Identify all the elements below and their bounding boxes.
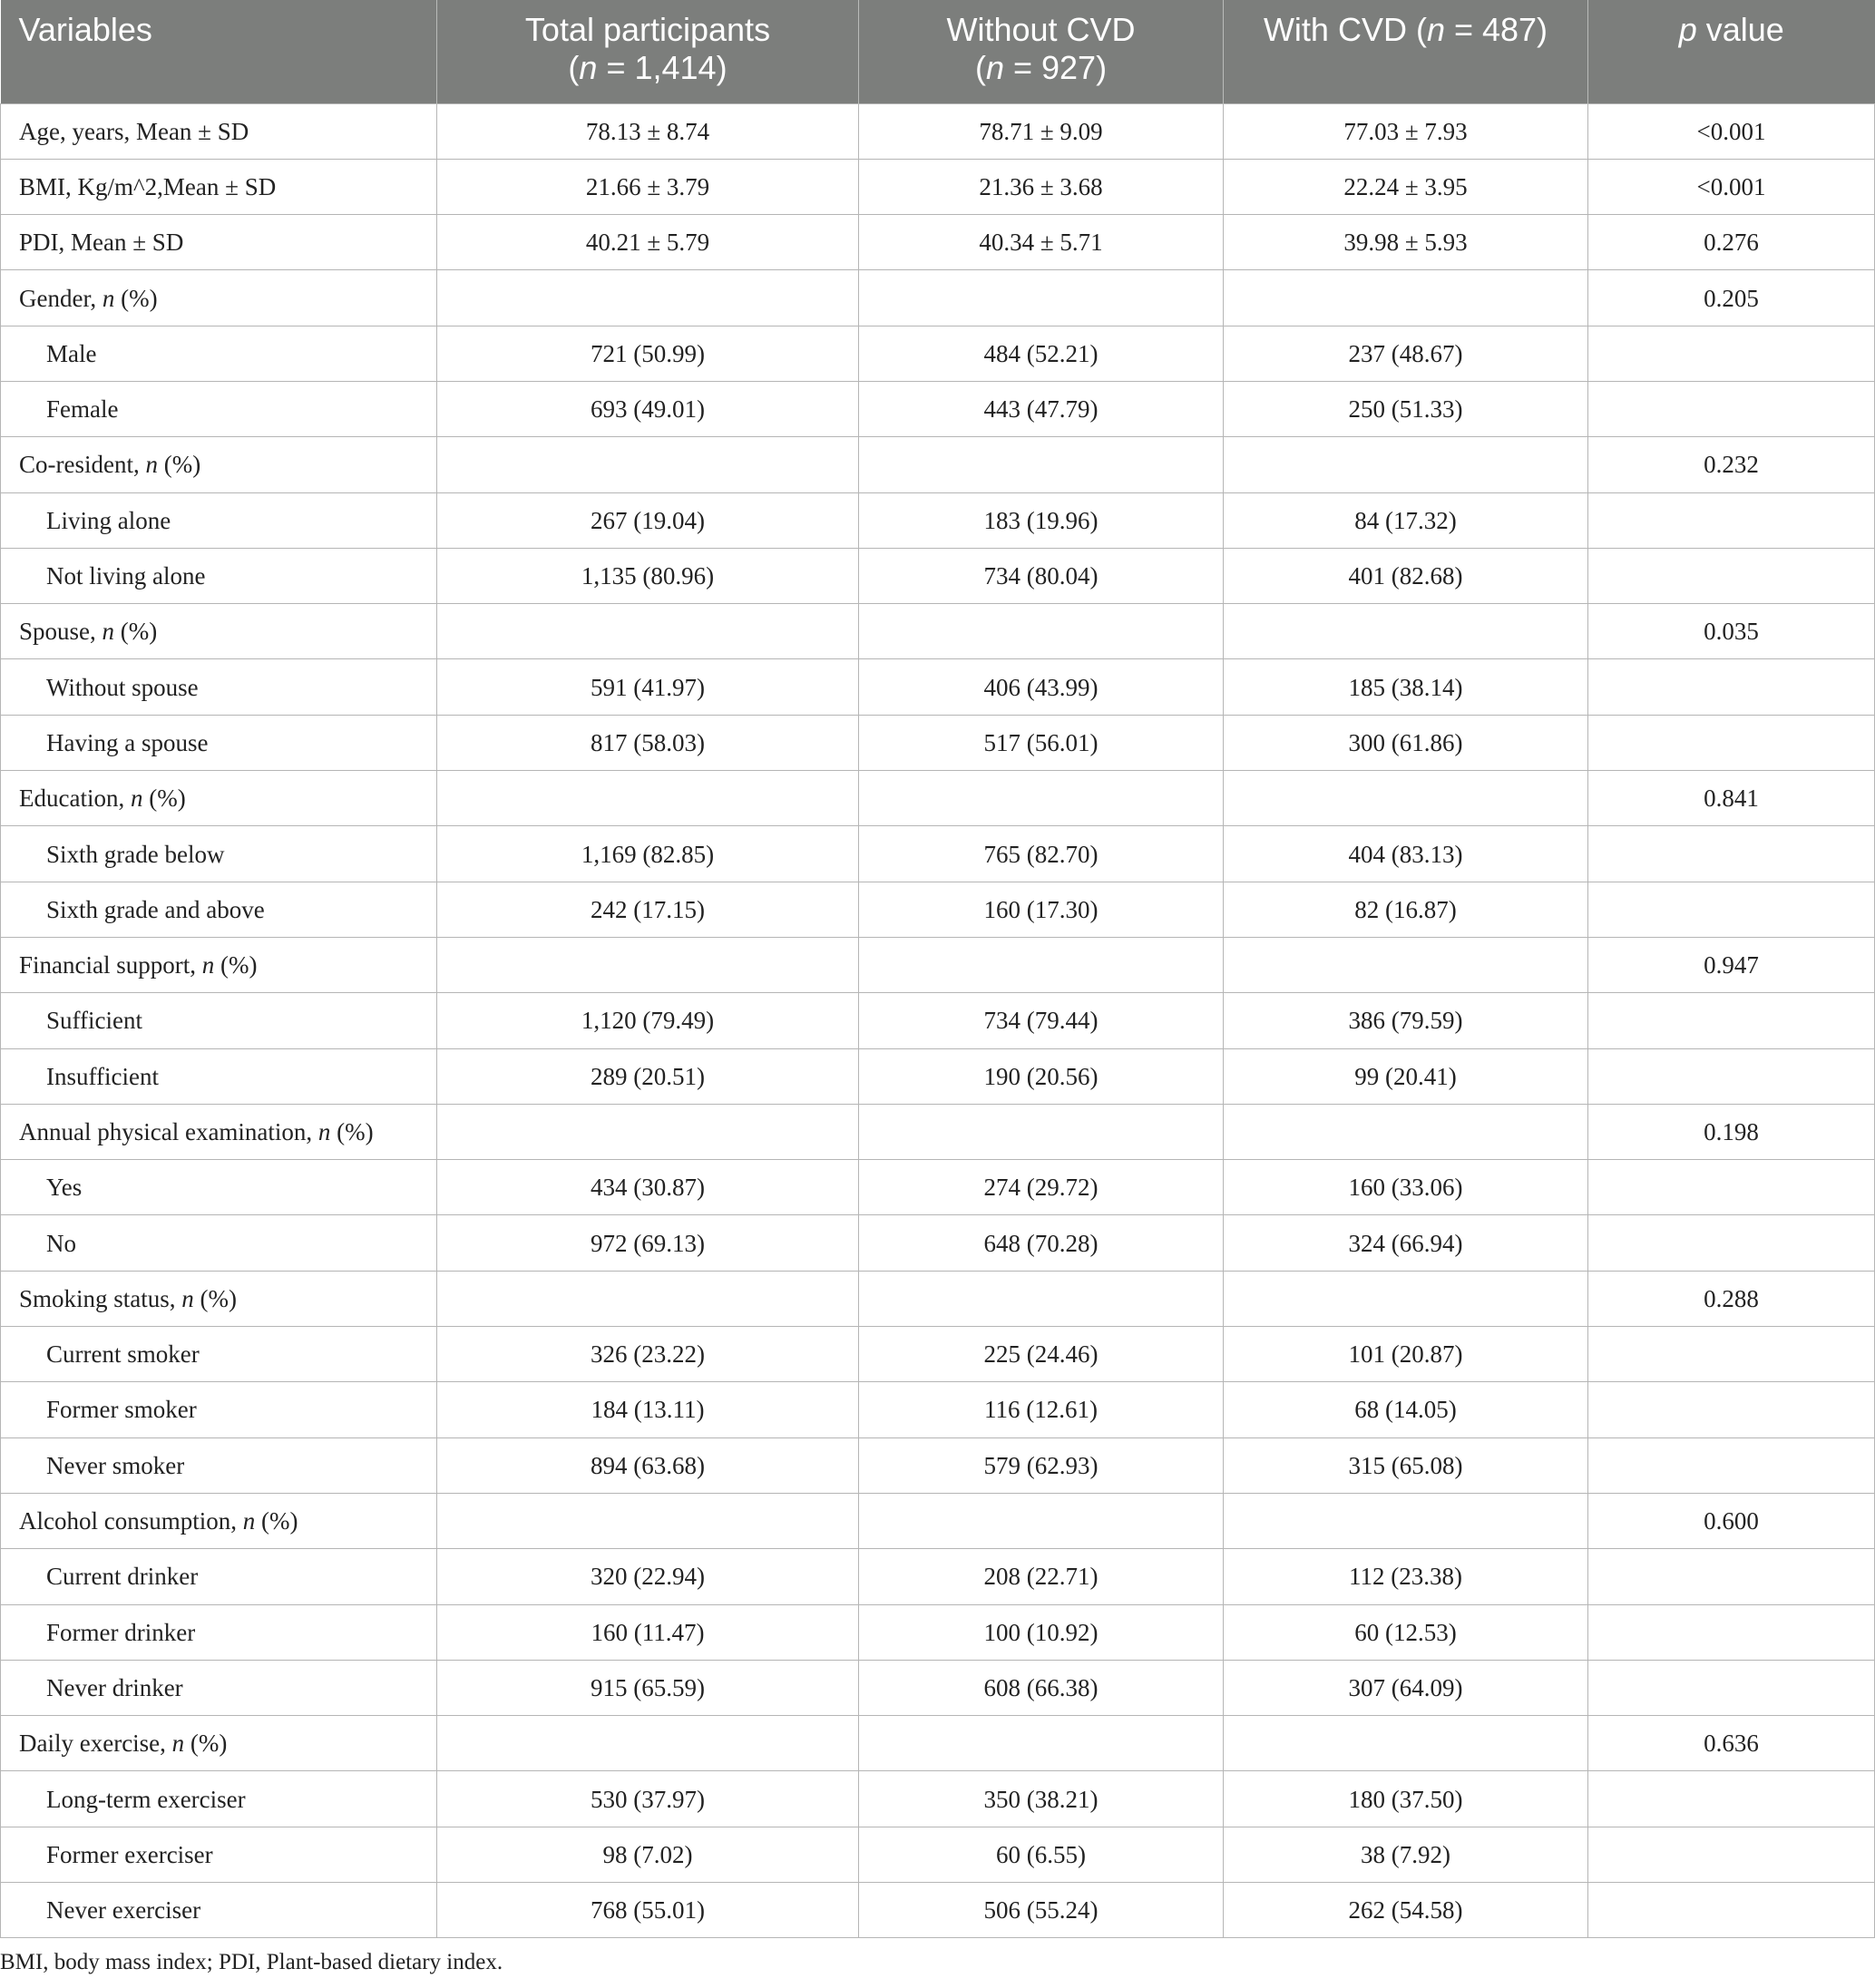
cell-p-value [1588,1437,1875,1493]
cell-without-cvd: 648 (70.28) [859,1215,1224,1271]
cell-without-cvd [859,1716,1224,1771]
variable-label-italic: n [102,284,115,312]
cell-variable-label [1,659,437,715]
table-row-variable [1,270,1875,326]
variable-label-text: Never smoker [46,1451,185,1479]
variable-label-text: Annual physical examination, [19,1117,318,1145]
cell-total-participants [437,270,859,326]
cell-without-cvd [859,604,1224,659]
variable-label-text: Yes [46,1174,83,1202]
variable-label-italic: n [242,1507,256,1535]
cell-with-cvd [1224,1271,1588,1326]
variable-label-suffix: (%) [255,1507,298,1535]
table-row-subcategory [1,1382,1875,1437]
cell-with-cvd: 324 (66.94) [1224,1215,1588,1271]
header-with-label: With CVD ( [1263,11,1427,48]
cell-total-participants: 289 (20.51) [437,1048,859,1104]
variable-label-suffix: (%) [114,284,158,312]
cell-p-value [1588,1048,1875,1104]
cell-without-cvd: 160 (17.30) [859,882,1224,937]
cell-total-participants [437,1271,859,1326]
cell-total-participants: 78.13 ± 8.74 [437,103,859,159]
cell-variable-label [1,1660,437,1715]
cell-total-participants: 1,135 (80.96) [437,548,859,603]
variable-label-italic: n [171,1730,185,1758]
cell-without-cvd: 21.36 ± 3.68 [859,159,1224,214]
variable-label-text: No [46,1229,76,1257]
table-row-subcategory [1,826,1875,882]
cell-without-cvd: 765 (82.70) [859,826,1224,882]
cell-without-cvd: 208 (22.71) [859,1549,1224,1604]
cell-total-participants: 40.21 ± 5.79 [437,215,859,270]
cell-with-cvd: 307 (64.09) [1224,1660,1588,1715]
cell-total-participants: 21.66 ± 3.79 [437,159,859,214]
cell-without-cvd [859,1104,1224,1159]
cell-variable-label [1,270,437,326]
variable-label-text: Former exerciser [46,1840,213,1868]
cell-variable-label [1,993,437,1048]
table-row-variable [1,1493,1875,1548]
cell-total-participants: 98 (7.02) [437,1827,859,1882]
cell-variable-label [1,1382,437,1437]
variable-label-text: Long-term exerciser [46,1785,246,1813]
cell-with-cvd: 22.24 ± 3.95 [1224,159,1588,214]
cell-total-participants: 184 (13.11) [437,1382,859,1437]
cell-without-cvd [859,1493,1224,1548]
cell-total-participants: 721 (50.99) [437,326,859,381]
cell-total-participants [437,771,859,826]
variable-label-text: Sufficient [46,1007,142,1035]
table-row-subcategory [1,1604,1875,1660]
cell-variable-label [1,1716,437,1771]
cell-p-value [1588,1382,1875,1437]
cell-with-cvd: 112 (23.38) [1224,1549,1588,1604]
cell-variable-label [1,1215,437,1271]
table-row-variable [1,771,1875,826]
cell-total-participants [437,937,859,992]
cell-p-value [1588,715,1875,770]
table-row-variable [1,103,1875,159]
cell-without-cvd [859,771,1224,826]
table-row-subcategory [1,381,1875,436]
cell-p-value [1588,1160,1875,1215]
variable-label-text: Alcohol consumption, [19,1507,243,1535]
cell-with-cvd [1224,1104,1588,1159]
cell-with-cvd [1224,937,1588,992]
variable-label-text: Never drinker [46,1673,183,1701]
cell-p-value: 0.035 [1588,604,1875,659]
table-row-variable [1,1271,1875,1326]
cell-variable-label [1,215,437,270]
header-with-n-value: = 487) [1444,11,1548,48]
table-row-subcategory [1,882,1875,937]
cell-with-cvd: 68 (14.05) [1224,1382,1588,1437]
cell-without-cvd: 40.34 ± 5.71 [859,215,1224,270]
cell-without-cvd: 274 (29.72) [859,1160,1224,1215]
table-row-subcategory [1,548,1875,603]
cell-total-participants: 591 (41.97) [437,659,859,715]
header-total-n-italic: n [579,49,598,86]
cell-without-cvd: 78.71 ± 9.09 [859,103,1224,159]
cell-p-value [1588,1604,1875,1660]
cell-p-value [1588,1827,1875,1882]
cell-total-participants [437,1104,859,1159]
cell-total-participants [437,1716,859,1771]
cell-without-cvd: 734 (80.04) [859,548,1224,603]
cell-variable-label [1,1883,437,1938]
table-row-variable [1,937,1875,992]
header-with-n-italic: n [1426,11,1445,48]
cell-p-value [1588,1883,1875,1938]
cell-p-value [1588,993,1875,1048]
variable-label-text: Without spouse [46,673,199,701]
cell-total-participants: 242 (17.15) [437,882,859,937]
cell-without-cvd: 579 (62.93) [859,1437,1224,1493]
header-without-n-value: = 927 [1003,49,1097,86]
variable-label-text: Financial support, [19,951,202,979]
cell-variable-label [1,548,437,603]
cell-with-cvd: 401 (82.68) [1224,548,1588,603]
cell-with-cvd: 386 (79.59) [1224,993,1588,1048]
cell-total-participants: 530 (37.97) [437,1771,859,1827]
table-body [1,103,1875,1938]
variable-label-text: Gender, [19,284,103,312]
cell-total-participants: 160 (11.47) [437,1604,859,1660]
cell-p-value: 0.198 [1588,1104,1875,1159]
cell-without-cvd: 484 (52.21) [859,326,1224,381]
variable-label-italic: n [317,1117,331,1145]
header-total-participants: Total participants (n = 1,414) [437,0,859,103]
cell-variable-label [1,1048,437,1104]
cell-total-participants: 972 (69.13) [437,1215,859,1271]
cell-p-value: 0.600 [1588,1493,1875,1548]
cell-without-cvd: 608 (66.38) [859,1660,1224,1715]
table-row-subcategory [1,1827,1875,1882]
cell-with-cvd: 185 (38.14) [1224,659,1588,715]
header-p-italic: p [1678,11,1697,48]
table-row-subcategory [1,715,1875,770]
cell-variable-label [1,882,437,937]
table-row-subcategory [1,1160,1875,1215]
cell-without-cvd [859,937,1224,992]
cell-with-cvd: 101 (20.87) [1224,1327,1588,1382]
cell-with-cvd: 82 (16.87) [1224,882,1588,937]
cell-total-participants: 320 (22.94) [437,1549,859,1604]
cell-with-cvd [1224,1716,1588,1771]
header-variables-text: Variables [18,11,152,48]
cell-variable-label [1,826,437,882]
variable-label-suffix: (%) [330,1117,374,1145]
cell-without-cvd: 116 (12.61) [859,1382,1224,1437]
cell-without-cvd: 225 (24.46) [859,1327,1224,1382]
cell-variable-label [1,1827,437,1882]
cell-total-participants: 1,120 (79.49) [437,993,859,1048]
variable-label-text: Female [46,395,119,424]
cell-total-participants: 693 (49.01) [437,381,859,436]
table-row-variable [1,1104,1875,1159]
variable-label-text: Male [46,339,97,367]
cell-p-value: 0.232 [1588,437,1875,492]
cell-p-value: 0.288 [1588,1271,1875,1326]
cell-variable-label [1,604,437,659]
cell-variable-label [1,1271,437,1326]
variable-label-text: Daily exercise, [19,1730,172,1758]
cell-variable-label [1,381,437,436]
table-row-variable [1,1716,1875,1771]
header-without-cvd: Without CVD (n = 927) [859,0,1224,103]
table-row-subcategory [1,492,1875,548]
variable-label-text: Former smoker [46,1396,197,1424]
variable-label-text: Smoking status, [19,1284,182,1312]
cell-p-value: 0.636 [1588,1716,1875,1771]
variable-label-suffix: (%) [142,784,186,813]
table-row-subcategory [1,326,1875,381]
cell-p-value: 0.841 [1588,771,1875,826]
variable-label-text: Not living alone [46,562,206,590]
table-row-subcategory [1,1660,1875,1715]
cell-variable-label [1,492,437,548]
header-p-rest: value [1696,11,1784,48]
variable-label-suffix: (%) [184,1730,228,1758]
cell-p-value [1588,1327,1875,1382]
variable-label-suffix: (%) [193,1284,238,1312]
cell-variable-label [1,103,437,159]
cell-variable-label [1,937,437,992]
cell-with-cvd: 180 (37.50) [1224,1771,1588,1827]
variable-label-text: Current smoker [46,1340,200,1369]
variable-label-text: Having a spouse [46,728,209,756]
cell-total-participants [437,604,859,659]
cell-p-value [1588,548,1875,603]
cell-total-participants: 915 (65.59) [437,1660,859,1715]
variable-label-text: Age, years, Mean ± SD [19,117,249,145]
cell-with-cvd: 250 (51.33) [1224,381,1588,436]
cell-without-cvd: 506 (55.24) [859,1883,1224,1938]
cell-p-value: 0.276 [1588,215,1875,270]
table-row-subcategory [1,1215,1875,1271]
cell-p-value [1588,492,1875,548]
cell-with-cvd [1224,604,1588,659]
cell-variable-label [1,1104,437,1159]
cell-with-cvd: 77.03 ± 7.93 [1224,103,1588,159]
cell-with-cvd [1224,270,1588,326]
table-row-subcategory [1,1327,1875,1382]
cell-p-value [1588,381,1875,436]
cell-without-cvd: 406 (43.99) [859,659,1224,715]
cell-without-cvd: 443 (47.79) [859,381,1224,436]
cell-with-cvd: 38 (7.92) [1224,1827,1588,1882]
cell-with-cvd [1224,1493,1588,1548]
cell-p-value [1588,659,1875,715]
cell-variable-label [1,437,437,492]
cell-with-cvd: 60 (12.53) [1224,1604,1588,1660]
variable-label-text: Co-resident, [19,451,146,479]
cell-total-participants: 434 (30.87) [437,1160,859,1215]
table-row-subcategory [1,1883,1875,1938]
cell-total-participants [437,437,859,492]
table-row-variable [1,159,1875,214]
cell-with-cvd [1224,437,1588,492]
cell-variable-label [1,159,437,214]
cell-total-participants [437,1493,859,1548]
cell-p-value [1588,1771,1875,1827]
variable-label-text: Sixth grade below [46,840,225,868]
variable-label-text: PDI, Mean ± SD [19,229,184,257]
variable-label-text: Current drinker [46,1563,199,1591]
cell-p-value: <0.001 [1588,159,1875,214]
cell-variable-label [1,326,437,381]
header-total-label: Total participants [524,11,771,48]
cell-total-participants: 894 (63.68) [437,1437,859,1493]
cell-without-cvd [859,270,1224,326]
cell-p-value [1588,826,1875,882]
cell-variable-label [1,1437,437,1493]
table-row-variable [1,437,1875,492]
variable-label-text: Never exerciser [46,1896,201,1925]
cell-total-participants: 817 (58.03) [437,715,859,770]
cell-variable-label [1,715,437,770]
variable-label-text: Former drinker [46,1618,196,1646]
cell-p-value: <0.001 [1588,103,1875,159]
cell-with-cvd: 404 (83.13) [1224,826,1588,882]
header-without-label: Without CVD [946,11,1136,48]
cell-total-participants: 267 (19.04) [437,492,859,548]
cell-p-value [1588,326,1875,381]
table-row-subcategory [1,993,1875,1048]
variable-label-text: BMI, Kg/m^2,Mean ± SD [19,172,277,200]
variable-label-italic: n [181,1284,194,1312]
table-row-subcategory [1,1437,1875,1493]
cell-without-cvd: 734 (79.44) [859,993,1224,1048]
cell-p-value: 0.205 [1588,270,1875,326]
variable-label-italic: n [130,784,143,813]
header-p-value [1588,0,1875,103]
table-row-variable [1,604,1875,659]
header-variables [1,0,437,103]
cell-variable-label [1,1549,437,1604]
cell-without-cvd: 517 (56.01) [859,715,1224,770]
cell-with-cvd: 99 (20.41) [1224,1048,1588,1104]
cell-p-value [1588,1549,1875,1604]
cell-with-cvd: 39.98 ± 5.93 [1224,215,1588,270]
cell-p-value [1588,1660,1875,1715]
cell-p-value [1588,1215,1875,1271]
variable-label-text: Spouse, [19,618,103,646]
table-row-subcategory [1,1771,1875,1827]
variable-label-text: Insufficient [46,1062,159,1090]
variable-label-italic: n [145,451,158,479]
cell-with-cvd: 300 (61.86) [1224,715,1588,770]
cell-without-cvd: 60 (6.55) [859,1827,1224,1882]
variable-label-italic: n [102,618,115,646]
header-total-n-value: = 1,414 [597,49,717,86]
cell-total-participants: 326 (23.22) [437,1327,859,1382]
variable-label-suffix: (%) [157,451,201,479]
cell-with-cvd [1224,771,1588,826]
header-without-n-italic: n [985,49,1004,86]
cell-variable-label [1,1604,437,1660]
cell-variable-label [1,1160,437,1215]
cell-with-cvd: 315 (65.08) [1224,1437,1588,1493]
cell-with-cvd: 237 (48.67) [1224,326,1588,381]
cell-total-participants: 1,169 (82.85) [437,826,859,882]
cell-p-value: 0.947 [1588,937,1875,992]
variable-label-suffix: (%) [114,618,158,646]
cell-with-cvd: 262 (54.58) [1224,1883,1588,1938]
variable-label-text: Sixth grade and above [46,895,265,923]
cell-with-cvd: 84 (17.32) [1224,492,1588,548]
table-row-subcategory [1,1549,1875,1604]
table-header [1,0,1875,103]
cell-without-cvd [859,1271,1224,1326]
variable-label-italic: n [201,951,215,979]
cell-without-cvd: 350 (38.21) [859,1771,1224,1827]
cell-variable-label [1,1327,437,1382]
cell-variable-label [1,1771,437,1827]
table-row-subcategory [1,659,1875,715]
cell-variable-label [1,1493,437,1548]
header-with-cvd [1224,0,1588,103]
table-row-variable [1,215,1875,270]
cell-p-value [1588,882,1875,937]
cell-with-cvd: 160 (33.06) [1224,1160,1588,1215]
cell-variable-label [1,771,437,826]
cell-without-cvd: 183 (19.96) [859,492,1224,548]
variable-label-text: Education, [19,784,131,813]
variable-label-text: Living alone [46,506,171,534]
table-footnote: BMI, body mass index; PDI, Plant-based dietary index. [0,1950,503,1974]
variable-label-suffix: (%) [214,951,258,979]
table-row-subcategory [1,1048,1875,1104]
header-row [1,0,1875,103]
cell-total-participants: 768 (55.01) [437,1883,859,1938]
cell-without-cvd [859,437,1224,492]
cell-without-cvd: 190 (20.56) [859,1048,1224,1104]
cell-without-cvd: 100 (10.92) [859,1604,1224,1660]
